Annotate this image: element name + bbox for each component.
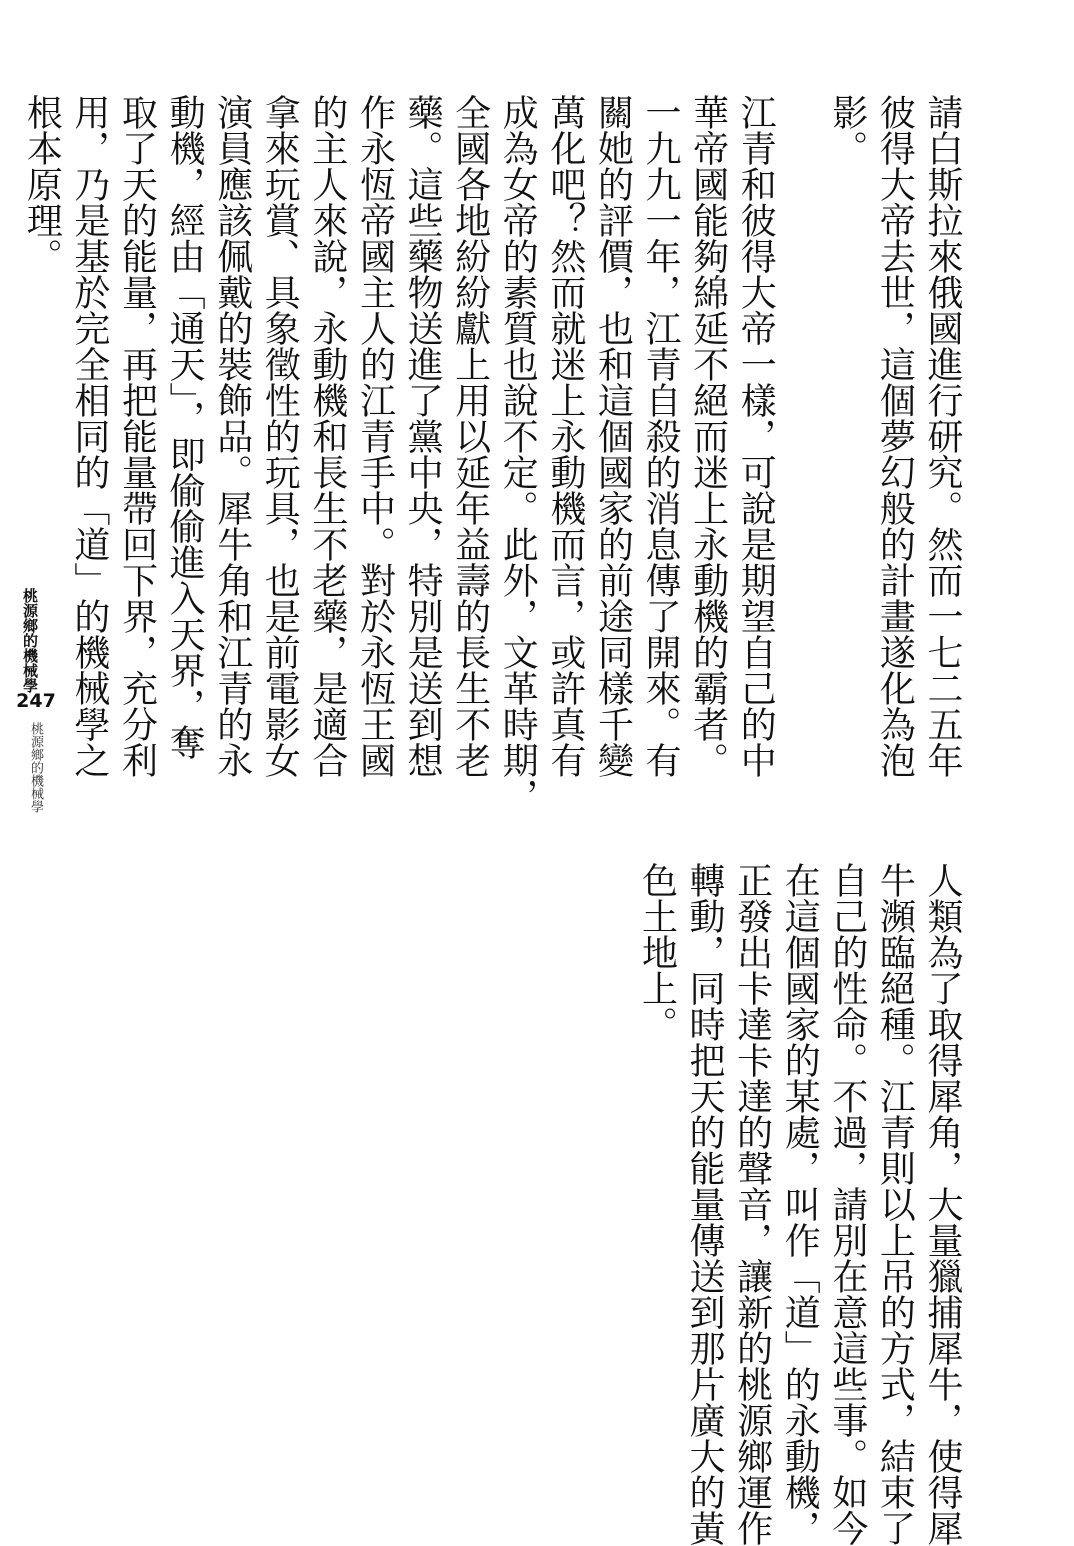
text-line: 取了天的能量，再把能量帶回下界，充分利 [116, 94, 158, 778]
text-line: 成為女帝的素質也說不定。此外，文革時期， [497, 94, 539, 814]
text-line: 請白斯拉來俄國進行研究。然而一七二五年 [922, 94, 963, 778]
text-line: 一九九一年，江青自殺的消息傳了開來。有 [640, 94, 682, 778]
lower-text-block [633, 862, 966, 1546]
text-line: 自己的性命。不過，請別在意這些事。如今 [826, 862, 868, 1546]
text-line: 色土地上。 [636, 862, 678, 1042]
text-line: 作永恆帝國主人的江青手中。對於永恆王國 [354, 94, 396, 778]
running-header-title: 桃源鄉的機械學 [21, 588, 39, 693]
text-line: 關她的評價，也和這個國家的前途同樣千變 [592, 94, 634, 778]
text-line: 萬化吧？然而就迷上永動機而言，或許真有 [544, 94, 586, 778]
paragraph-gap [779, 94, 823, 654]
page-number: 247 [16, 690, 56, 712]
text-line: 影。 [826, 94, 868, 166]
text-line: 用，乃是基於完全相同的「道」的機械學之 [68, 94, 110, 778]
running-header-subtitle: 桃源鄉的機械學 [28, 722, 43, 813]
text-line: 人類為了取得犀角，大量獵捕犀牛，使得犀 [922, 862, 963, 1546]
text-line: 牛瀕臨絕種。江青則以上吊的方式，結束了 [874, 862, 916, 1546]
text-line: 動機，經由「通天」，即偷偷進入天界，奪 [164, 94, 206, 760]
text-line: 根本原理。 [21, 94, 63, 274]
text-line: 演員應該佩戴的裝飾品。犀牛角和江青的永 [211, 94, 253, 778]
text-line: 拿來玩賞、具象徵性的玩具，也是前電影女 [259, 94, 301, 778]
text-line: 在這個國家的某處，叫作「道」的永動機， [779, 862, 821, 1546]
text-line: 正發出卡達卡達的聲音，讓新的桃源鄉運作 [731, 862, 773, 1546]
text-line: 藥。這些藥物送進了黨中央，特別是送到想 [402, 94, 444, 778]
text-line: 的主人來說，永動機和長生不老藥，是適合 [306, 94, 348, 778]
text-line: 華帝國能夠綿延不絕而迷上永動機的霸者。 [687, 94, 729, 778]
text-line: 全國各地紛紛獻上用以延年益壽的長生不老 [449, 94, 491, 778]
paragraph-1 [823, 94, 966, 778]
text-line: 轉動，同時把天的能量傳送到那片廣大的黃 [684, 862, 726, 1546]
text-line: 彼得大帝去世，這個夢幻般的計畫遂化為泡 [874, 94, 916, 778]
paragraph-3 [633, 862, 966, 1546]
text-line: 江青和彼得大帝一樣，可說是期望自己的中 [735, 94, 777, 778]
